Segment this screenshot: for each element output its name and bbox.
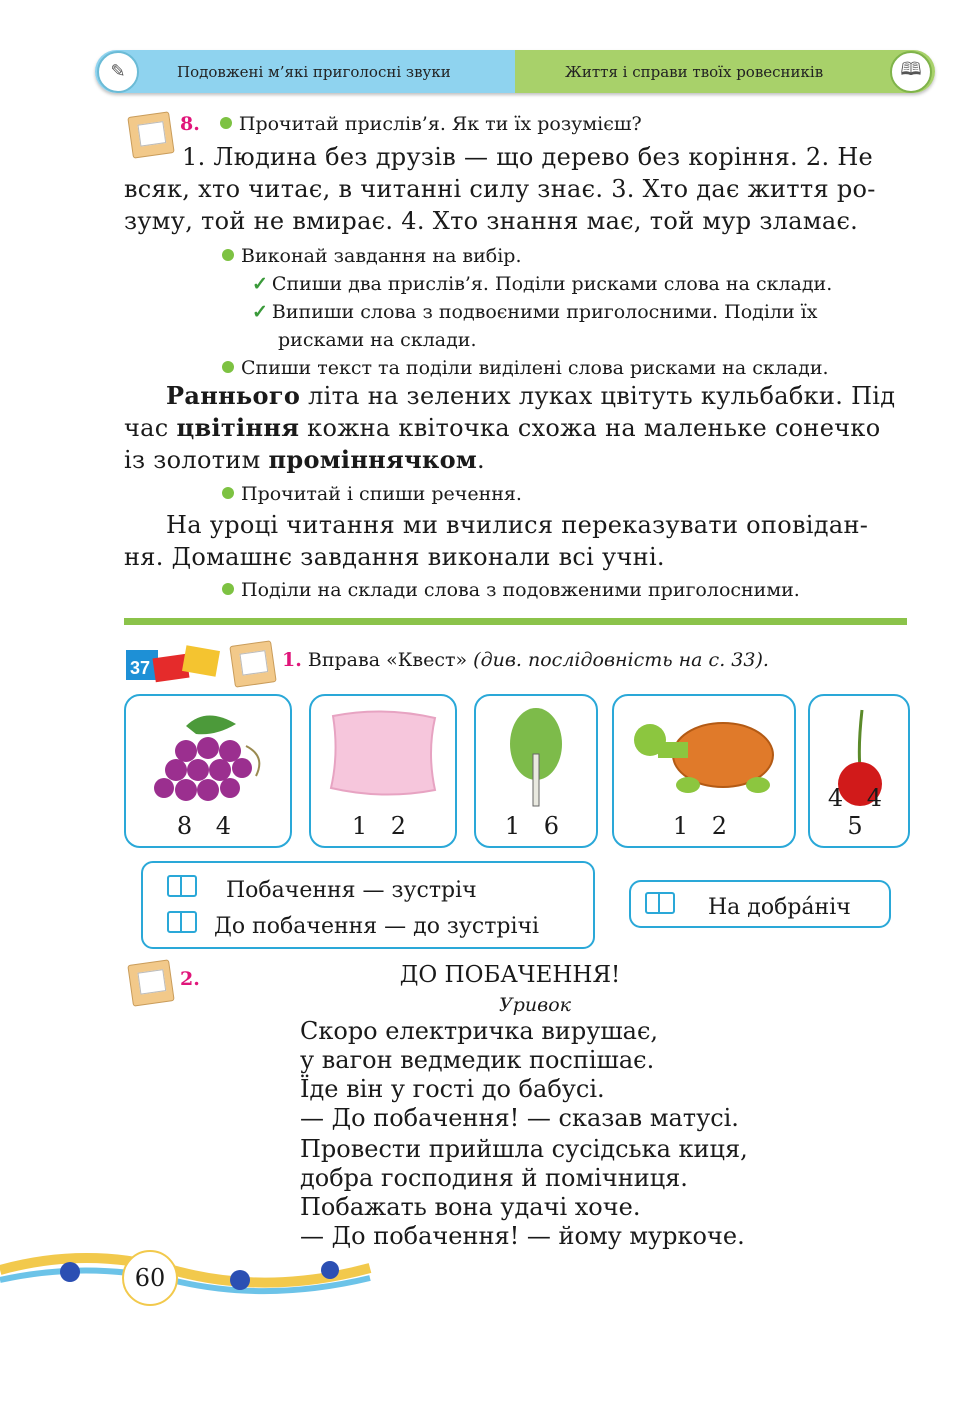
card-value: 1 2 [351, 812, 415, 840]
task8-number: 8. [180, 113, 200, 135]
header-left [95, 50, 515, 93]
read-prompt-row [222, 480, 522, 508]
read-line: ня. Домашнє завдання виконали всі учні. [124, 543, 665, 571]
header-right [515, 50, 935, 93]
goodnight-text: На добра́ніч [708, 895, 851, 920]
choice-1: Спиши два прислів’я. Поділи рисками слова на склади. [271, 273, 833, 295]
copy-text-line [124, 412, 914, 444]
card-value: 4 4 5 [827, 784, 891, 840]
goodnight-box [629, 880, 891, 928]
read-prompt: Прочитай і спиши речення. [241, 483, 522, 505]
blocks-task-icon [229, 640, 276, 687]
proverbs-line: зуму, той не вмирає. 4. Хто знання має, той мур зламає. [124, 207, 859, 235]
book-icon [167, 875, 197, 897]
poem-line: Провести прийшла сусідська киця, [300, 1135, 748, 1163]
book-icon [645, 892, 675, 914]
task1-reference: (див. послідовність на с. 33). [473, 649, 769, 671]
card-cherry [808, 694, 910, 848]
poem-stanza-2 [300, 1135, 748, 1251]
bullet-icon [222, 583, 234, 595]
text-run: час [124, 414, 177, 442]
pen-icon: ✎ [97, 51, 139, 93]
card-turtle [612, 694, 796, 848]
text-run: літа на зелених луках цвітуть кульбабки. Під [300, 382, 896, 410]
card-value: 1 6 [504, 812, 568, 840]
birch-tree-icon [496, 704, 576, 809]
bold-word: цвітіння [176, 413, 300, 442]
poem-line: добра господиня й помічниця. [300, 1164, 688, 1192]
poem-line: Побажать вона удачі хоче. [300, 1193, 641, 1221]
greeting-line2: До побачення — до зустрічі [214, 914, 540, 939]
poem-subtitle: Уривок [499, 994, 571, 1016]
lego-bricks-icon [124, 636, 224, 684]
poem-stanza-1 [300, 1017, 739, 1133]
read-line: На уроці читання ми вчилися переказувати оповідан- [166, 511, 869, 539]
header-right-title: Життя і справи твоїх ровесників [565, 62, 824, 81]
task1-row [282, 646, 769, 674]
task2-number [180, 965, 200, 993]
grapes-icon [146, 706, 271, 806]
reading-task-icon [127, 959, 174, 1006]
poem-line: — До побачення! — йому муркоче. [300, 1222, 745, 1250]
page-number: 60 [122, 1250, 178, 1306]
bullet-icon [222, 249, 234, 261]
text-run: кожна квіточка схожа на маленьке сонечко [299, 414, 881, 442]
copy-text-line [124, 380, 914, 412]
choice-2-line1: Випиши слова з подвоєними приголосними. Поділи їх [271, 301, 818, 323]
syllable-prompt-row [222, 576, 800, 604]
choice-block [222, 242, 922, 382]
card-value: 1 2 [672, 812, 736, 840]
proverbs-line: всяк, хто читає, в читанні силу знає. 3. Хто дає життя ро- [124, 175, 876, 203]
check-icon: ✓ [252, 273, 268, 295]
card-value: 8 4 [176, 812, 240, 840]
task1-number: 1. [282, 649, 302, 671]
badge-number: 37 [130, 658, 151, 678]
poem-line: у вагон ведмедик поспішає. [300, 1046, 655, 1074]
copy-prompt: Спиши текст та поділи виділені слова рисками на склади. [241, 357, 829, 379]
task2-number-text: 2. [180, 968, 200, 990]
book-icon [167, 911, 197, 933]
card-grapes [124, 694, 292, 848]
copy-text [124, 380, 914, 476]
greeting-line1: Побачення — зустріч [226, 878, 477, 903]
syllable-prompt: Поділи на склади слова з подовженими приголосними. [241, 579, 800, 601]
greetings-box [141, 861, 595, 949]
proverbs-line: 1. Людина без друзів — що дерево без коріння. 2. Не [182, 143, 874, 171]
card-pillow [309, 694, 457, 848]
poem-title: ДО ПОБАЧЕННЯ! [399, 962, 621, 988]
section-divider [124, 618, 907, 625]
check-icon: ✓ [252, 301, 268, 323]
book-icon: 🕮 [890, 51, 932, 93]
text-run: . [477, 446, 485, 474]
text-run: із золотим [124, 446, 269, 474]
poem-line: — До побачення! — сказав матусі. [300, 1104, 739, 1132]
page-header [95, 50, 935, 93]
bullet-icon [222, 361, 234, 373]
header-left-title: Подовжені м’які приголосні звуки [177, 62, 451, 81]
bullet-icon [222, 487, 234, 499]
task8-header [180, 110, 642, 138]
card-birch [474, 694, 598, 848]
choice-2-line2: рисками на склади. [278, 329, 477, 351]
choice-prompt: Виконай завдання на вибір. [241, 245, 522, 267]
turtle-icon [628, 710, 783, 800]
task1-text: Вправа «Квест» [307, 649, 468, 671]
greeting-row [167, 911, 539, 939]
greeting-row [167, 875, 477, 903]
copy-text-line [124, 444, 914, 476]
poem-line: Скоро електричка вирушає, [300, 1017, 659, 1045]
proverbs [124, 141, 914, 237]
goodnight-row [645, 892, 851, 920]
floral-ornament [0, 1240, 380, 1310]
bold-word: проміннячком [268, 445, 478, 474]
poem-line: Їде він у гості до бабусі. [300, 1075, 605, 1103]
pillow-icon [323, 708, 443, 798]
task8-prompt: Прочитай прислів’я. Як ти їх розумієш? [238, 113, 642, 135]
read-text [124, 509, 914, 573]
bold-word: Раннього [166, 381, 301, 410]
bullet-icon [220, 117, 232, 129]
